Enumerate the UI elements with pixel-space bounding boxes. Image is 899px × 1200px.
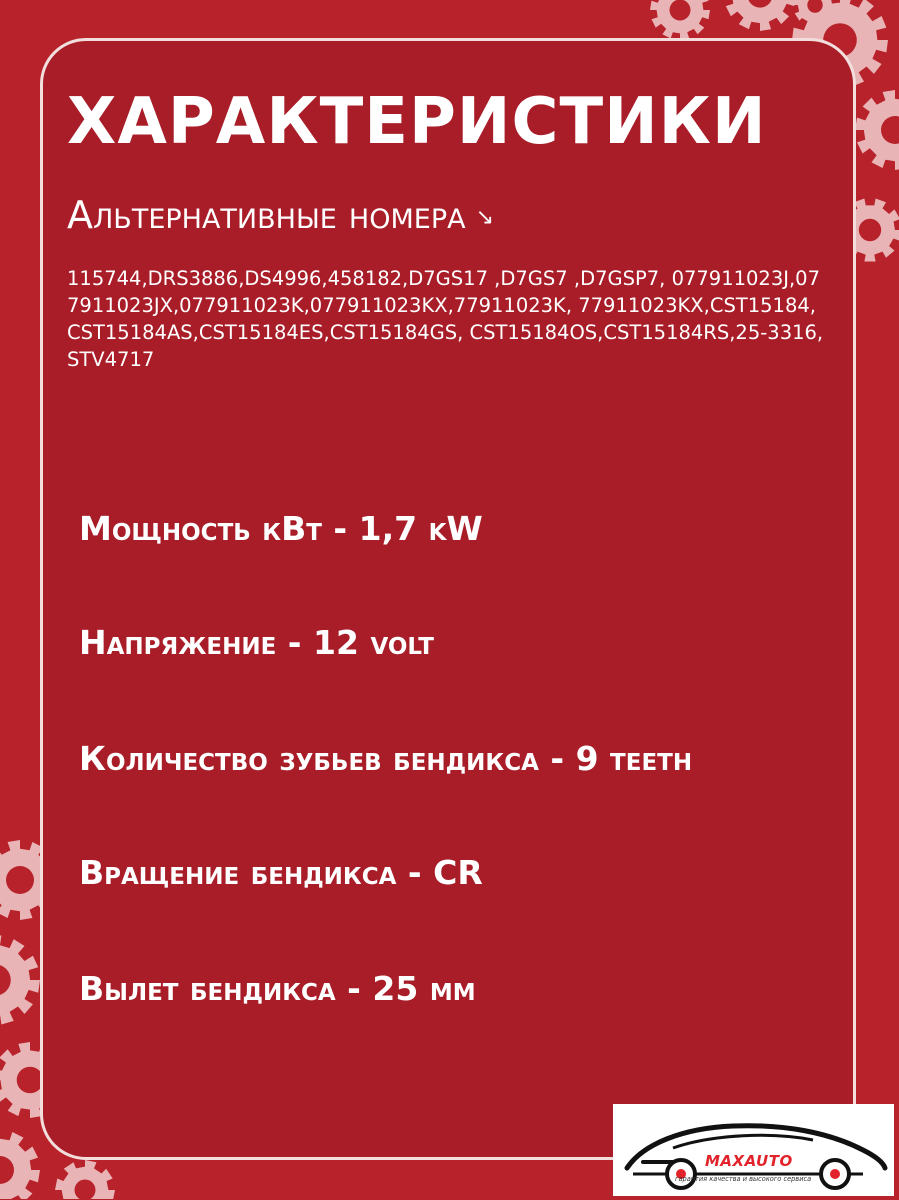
gear-icon <box>0 1130 40 1199</box>
spec-teeth: Количество зубьев бендикса - 9 teeth <box>79 739 693 778</box>
arrow-down-right-icon: ↘ <box>475 205 495 230</box>
spec-rotation: Вращение бендикса - CR <box>79 853 483 892</box>
brand-name: MAXAUTO <box>705 1152 793 1170</box>
gear-icon <box>0 936 40 1025</box>
spec-voltage: Напряжение - 12 volt <box>79 623 434 662</box>
brand-logo <box>613 1104 894 1196</box>
alt-numbers-list: 115744,DRS3886,DS4996,458182,D7GS17 ,D7GS7 ,D7GSP7, 077911023J,077911023JX,077911023K,077911023KX,77911023K, 77911023KX,CST15184,CST15184AS,CST15184ES,CST15184GS, CST15184OS,CST15184RS,25-3316,STV4717 <box>67 267 824 371</box>
specs-card <box>40 38 856 1160</box>
page-title: ХАРАКТЕРИСТИКИ <box>67 85 767 159</box>
gear-icon <box>855 90 899 170</box>
spec-offset: Вылет бендикса - 25 мм <box>79 969 476 1008</box>
gear-icon <box>55 1160 115 1199</box>
alt-numbers-title: Альтернативные номера ↘ <box>67 193 495 237</box>
gear-icon <box>724 0 796 31</box>
brand-tagline: гарантия качества и высокого сервиса <box>675 1175 812 1183</box>
spec-power: Мощность кВт - 1,7 kW <box>79 509 483 548</box>
gear-icon <box>650 0 710 40</box>
